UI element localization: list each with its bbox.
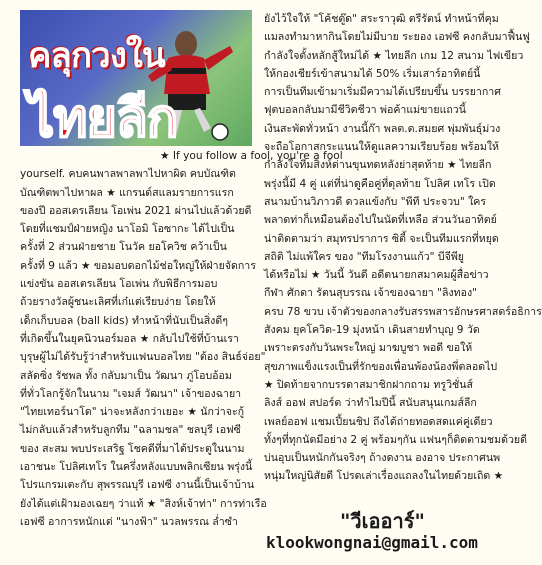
text-line: ไม่กลับแล้วสำหรับลูกทีม "ฉลามชล" ชลบุรี เอฟซี [20,424,241,437]
text-line: โปรแกรมเตะกับ สุพรรณบุรี เอฟซี งานนี้เป็นเจ้าบ้าน [20,479,255,492]
banner-title-line2: ไทยลีก [28,89,178,149]
text-line: สุขภาพแข็งแรงเป็นที่รักของเพื่อนพ้องน้องพี่ตลอดไป [264,360,498,373]
text-line: แมลงทำมาหากินโดยไม่มีบาย ระยอง เอฟซี คงกลับมาฟื้นฟู [264,31,530,44]
text-line: บุรุษผู้ไม่ได้รับรู้ว่าสำหรับแฟนบอลไทย "ต้อง สินธ์จ่อย" [20,351,266,364]
text-line: การเป็นทีมเข้ามาเริ่มมีความได้เปรียบขึ้น บรรยากาศ [264,86,501,99]
author-email: klookwongnai@gmail.com [266,533,478,552]
text-line: สถิติ ไม่แพ้ใคร ของ "ทีมโรงงานแก้ว" บีจีพียู [264,250,465,263]
text-line: สังคม ยุคโควิด-19 มุ่งหน้า เดินสายทำบุญ 9 วัด [264,324,480,337]
text-line: "ไทยเทอร์นาโด" น่าจะหลังกว่าเยอะ ★ นักว่าจะกู้ [20,406,245,419]
column-banner [20,10,252,149]
text-line: ทั้งๆที่ทุกนัดมีอย่าง 2 คู่ พร้อมๆกัน แฟนๆก็ติดตามชมด้วยดี [264,433,528,446]
text-line: ★ If you follow a fool, you're a fool [160,150,343,162]
right-column-text [264,10,542,486]
text-line: กีฬา ศักดา รัตนสุบรรณ เจ้าของฉายา "ลิงทอง" [264,287,478,300]
text-line: เอฟซี อาการหนักแต่ "นางฟ้า" นวลพรรณ ล่ำซำ [20,515,238,528]
text-line: yourself. คบคนพาลพาลพาไปหาผิด คบบัณฑิต [20,168,236,181]
text-line: ครั้งที่ 9 แล้ว ★ ขอมอบดอกไม้ช่อใหญ่ให้ฝ่ายจัดการ [20,259,256,272]
text-line: ยังได้แต่เฝ้ามองเฉยๆ ว่าแท้ ★ "สิงห์เจ้าท่า" การท่าเรือ [20,497,267,510]
text-line: ได้หรือไม่ ★ วันนี้ วันดี อดีตนายกสมาคมผู้สื่อข่าว [264,269,489,282]
text-line: ครบ 78 ขวบ เจ้าตัวของกลางรับสรรพสารอักษรศาสตร์อธิการ [264,305,542,318]
author-signature: "วีเออาร์" [340,509,425,533]
text-line: เพลย์ออฟ แชมเปี้ยนชิป ถึงได้ถ่ายทอดสดแค่คู่เดียว [264,415,493,428]
text-line: ★ ปิดท้ายจากบรรดาสมาชิกฝากถาม ทรูวิชั่นส์ [264,378,473,391]
text-line: ให้กองเชียร์เข้าสนามได้ 50% เริ่มเสาร์อาทิตย์นี้ [264,67,481,80]
text-line: หนุ่มใหญ่นิสัยดี โปรดเล่าเรื่องแถลงในไทยด้วยเถิด ★ [264,470,504,483]
banner-title-line1: คลุกวงใน [28,36,165,76]
text-line: เอาชนะ โปลิศเทโร ในครึ่งหลังแบบพลิกเซียน พรุ่งนี้ [20,461,253,474]
text-line: ครั้งที่ 2 ส่วนฝ่ายชาย โนวัค ยอโควิช คว้าเป็น [20,241,227,254]
text-line: น่าติดตามว่า สมุทรปราการ ซิตี้ จะเป็นทีมแรกที่หยุด [264,232,499,245]
text-line: สลัดซิ่ง รัชพล ทั้ง กลับมาเป็น วัฒนา ภู่โอบอ้อม [20,369,232,382]
left-column-text [20,147,343,531]
text-line: เด็กเก็บบอล (ball kids) ทำหน้าที่นับเป็นสิ่งดีๆ [20,314,228,327]
text-line: พรุ่งนี้มี 4 คู่ แต่ที่น่าดูคือคู่ที่ดุลท้าย โปลิศ เทโร เปิด [264,177,496,190]
text-line: บ่นอุบเป็นหนักกันจริงๆ ถ้างดงาน องอาจ ประกาศนพ [264,452,501,465]
text-line: ยังไว้ใจให้ "โค้ชตู๊ด" สระราวุฒิ ตรีรัตน์ ทำหน้าที่คุม [264,13,499,25]
text-line: แข่งขัน ออสเตรเลียน โอเพ่น กับพิธีการมอบ [20,278,218,291]
text-line: ถ้วยรางวัลผู้ชนะเลิศที่เก๋แต่เรียบง่าย โดยให้ [20,296,216,309]
text-line: จะถือโอกาสกระแนนให้ดูแลความเรียบร้อย พร้อมให้ [264,141,500,154]
text-line: พลาดท่าก็เหมือนต้องไปในนัดที่เหลือ ส่วนวันอาทิตย์ [264,214,497,227]
text-line: โดยที่แชมป์ฝ่ายหญิง นาโอมิ โอซากะ ได้ไปเป็น [20,223,235,236]
text-line: ของปี ออสเตรเลียน โอเพ่น 2021 ผ่านไปแล้วด้วยดี [20,204,252,217]
text-line: ลิงส์ ออฟ สปอร์ต ว่าทำไมปีนี้ สนับสนุนเกมส์ลีก [264,397,477,410]
text-line: ฟุตบอลกลับมามีชีวิตชีวา พ่อค้าแม่ขายแถวนี้ [264,104,467,117]
text-line: สนามบ้านวิภาวดี ดวลแข้งกับ "พีที ประจวบ" ใคร [264,195,487,208]
text-line: เพราะตรงกับวันพระใหญ่ มาฆบูชา พอดี ขอให้ [264,342,473,355]
text-line: ของ สะสม พบประเสริฐ โชคดีที่มาได้ประตูในนาม [20,442,245,455]
text-line: ที่ทั่วโลกรู้จักในนาม "เจมส์ วัฒนา" เจ้าของฉายา [20,387,242,400]
text-line: เงินสะพัดทั่วหน้า งานนี้ก๊า พลต.ต.สมยศ พุ่มพันธุ์ม่วง [264,122,501,135]
text-line: ที่เกิดขึ้นในยุคนิวนอร์มอล ★ กลับไปใช้ที่บ้านเรา [20,332,239,345]
text-line: กำลังใจตั้งหลักสู้ใหม่ได้ ★ ไทยลีก เกม 12 สนาม ไฟเขียว [264,49,524,62]
text-line: บัณฑิตพาไปหาผล ★ แกรนด์สแลมรายการแรก [20,186,234,199]
text-line: กำลังใจทีมสิงห์ด่านขุนทดหลังย่าสุดท้าย ★ ไทยลีก [264,159,492,172]
